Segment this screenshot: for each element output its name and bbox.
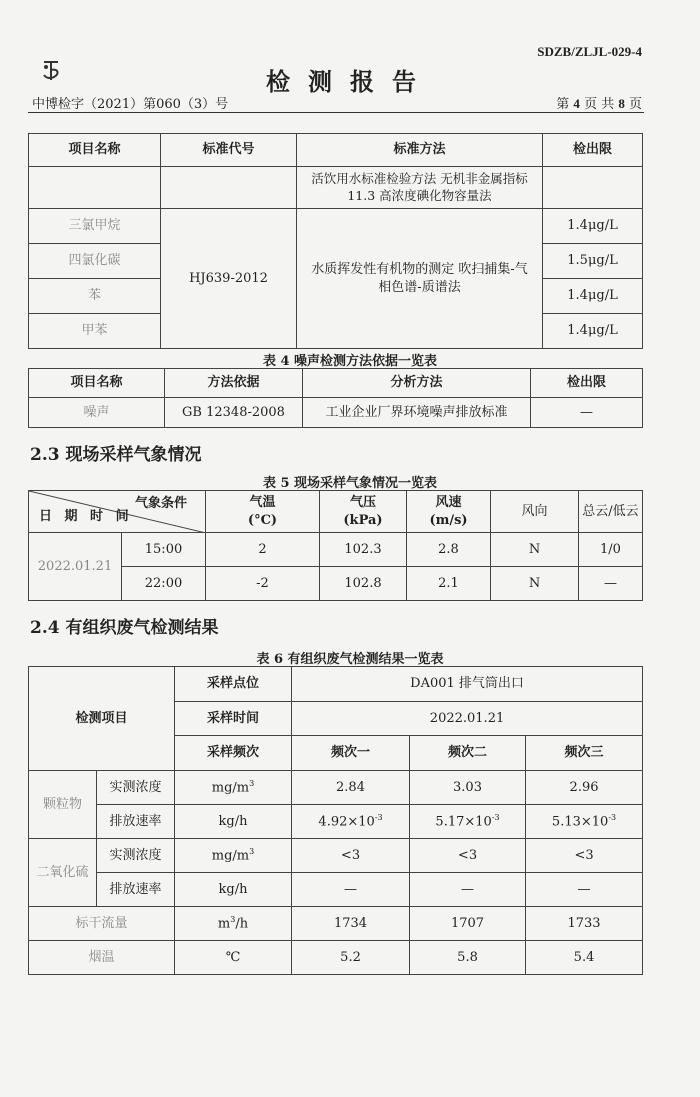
table-methods xyxy=(28,133,643,349)
t6-site-value: DA001 排气筒出口 xyxy=(292,667,643,702)
t5-time-1: 22:00 xyxy=(122,567,206,601)
t6-freq-1: 频次一 xyxy=(292,736,410,771)
voc-standard: HJ639-2012 xyxy=(161,209,297,349)
t6-so2-name: 二氧化硫 xyxy=(29,839,97,907)
section-heading-weather: 2.3 现场采样气象情况 xyxy=(30,445,202,465)
voc-name-ccl4: 四氯化碳 xyxy=(29,244,161,279)
page-prefix: 第 xyxy=(556,97,570,112)
t6-temp-unit: ℃ xyxy=(175,941,292,975)
t6-freq-label: 采样频次 xyxy=(175,736,292,771)
t6-flow-3: 1733 xyxy=(526,907,643,941)
t6-temp-3: 5.4 xyxy=(526,941,643,975)
t6-temp-2: 5.8 xyxy=(410,941,526,975)
t6-so2-rate-2: — xyxy=(410,873,526,907)
t6-site-label: 采样点位 xyxy=(175,667,292,702)
header-rule xyxy=(28,112,644,113)
t5-time-0: 15:00 xyxy=(122,533,206,567)
t6-pm-name: 颗粒物 xyxy=(29,771,97,839)
t4-basis: GB 12348-2008 xyxy=(165,398,303,428)
page-indicator xyxy=(556,93,642,112)
t6-so2-rate-unit: kg/h xyxy=(175,873,292,907)
t6-so2-rate-3: — xyxy=(526,873,643,907)
t6-freq-2: 频次二 xyxy=(410,736,526,771)
t6-pm-conc-3: 2.96 xyxy=(526,771,643,805)
table-row-iodide-method: 活饮用水标准检验方法 无机非金属指标11.3 高浓度碘化物容量法 xyxy=(297,167,543,209)
t5-cloud-1: — xyxy=(579,567,643,601)
t5-header-cloud: 总云/低云 xyxy=(579,491,643,533)
t6-so2-conc-1: <3 xyxy=(292,839,410,873)
table4-caption: 表 4 噪声检测方法依据一览表 xyxy=(262,354,438,369)
t6-item-label: 检测项目 xyxy=(29,667,175,771)
t4-method: 工业企业厂界环境噪声排放标准 xyxy=(303,398,531,428)
voc-limit-benzene: 1.4μg/L xyxy=(543,279,643,314)
t5-header-wind: 风速 (m/s) xyxy=(407,491,491,533)
t6-so2-rate-label: 排放速率 xyxy=(97,873,175,907)
t6-so2-conc-3: <3 xyxy=(526,839,643,873)
t6-pm-rate-unit: kg/h xyxy=(175,805,292,839)
t6-so2-rate-1: — xyxy=(292,873,410,907)
t6-flow-unit: $m^3/h$ xyxy=(175,907,292,941)
page-suffix: 页 xyxy=(628,97,642,112)
t5-date: 2022.01.21 xyxy=(29,533,122,601)
t6-so2-conc-label: 实测浓度 xyxy=(97,839,175,873)
t4-header-basis: 方法依据 xyxy=(165,369,303,398)
t4-header-item: 项目名称 xyxy=(29,369,165,398)
t6-pm-conc-2: 3.03 xyxy=(410,771,526,805)
t6-pm-rate-2: $5.17\times 10^{-3}$ xyxy=(410,805,526,839)
t6-pm-rate-label: 排放速率 xyxy=(97,805,175,839)
t5-temp-0: 2 xyxy=(206,533,320,567)
table-weather xyxy=(28,490,643,601)
voc-limit-chloroform: 1.4μg/L xyxy=(543,209,643,244)
t4-header-limit: 检出限 xyxy=(531,369,643,398)
t4-name: 噪声 xyxy=(29,398,165,428)
t5-pressure-1: 102.8 xyxy=(320,567,407,601)
table5-caption: 表 5 现场采样气象情况一览表 xyxy=(262,476,438,491)
col-header-limit: 检出限 xyxy=(543,134,643,167)
voc-name-toluene: 甲苯 xyxy=(29,314,161,349)
t6-pm-conc-1: 2.84 xyxy=(292,771,410,805)
corner-weather-label: 气象条件 xyxy=(134,496,187,511)
col-header-item: 项目名称 xyxy=(29,134,161,167)
table-row-iodide-standard xyxy=(161,167,297,209)
t5-temp-1: -2 xyxy=(206,567,320,601)
weather-corner-cell xyxy=(29,491,206,533)
t6-pm-rate-1: $4.92\times 10^{-3}$ xyxy=(292,805,410,839)
t5-dir-0: N xyxy=(491,533,579,567)
t6-so2-conc-2: <3 xyxy=(410,839,526,873)
col-header-standard: 标准代号 xyxy=(161,134,297,167)
t6-time-value: 2022.01.21 xyxy=(292,702,643,736)
t6-flow-2: 1707 xyxy=(410,907,526,941)
page-total: 8 xyxy=(618,96,625,111)
document-code: SDZB/ZLJL-029-4 xyxy=(537,44,642,59)
t6-pm-rate-3: $5.13\times 10^{-3}$ xyxy=(526,805,643,839)
t5-wind-1: 2.1 xyxy=(407,567,491,601)
t6-pm-conc-unit: $mg/m^3$ xyxy=(175,771,292,805)
table6-caption: 表 6 有组织废气检测结果一览表 xyxy=(256,652,444,667)
voc-limit-toluene: 1.4μg/L xyxy=(543,314,643,349)
t5-pressure-0: 102.3 xyxy=(320,533,407,567)
t6-so2-conc-unit: $mg/m^3$ xyxy=(175,839,292,873)
table-noise-methods xyxy=(28,368,643,428)
voc-method: 水质挥发性有机物的测定 吹扫捕集-气相色谱-质谱法 xyxy=(297,209,543,349)
t4-header-method: 分析方法 xyxy=(303,369,531,398)
t6-flow-label: 标干流量 xyxy=(29,907,175,941)
t6-time-label: 采样时间 xyxy=(175,702,292,736)
voc-name-chloroform: 三氯甲烷 xyxy=(29,209,161,244)
t5-cloud-0: 1/0 xyxy=(579,533,643,567)
t5-header-pressure: 气压 (kPa) xyxy=(320,491,407,533)
section-heading-emissions: 2.4 有组织废气检测结果 xyxy=(30,618,219,638)
table-emissions xyxy=(28,666,643,975)
t6-temp-label: 烟温 xyxy=(29,941,175,975)
t6-flow-1: 1734 xyxy=(292,907,410,941)
page-current: 4 xyxy=(573,96,580,111)
t5-wind-0: 2.8 xyxy=(407,533,491,567)
t5-header-dir: 风向 xyxy=(491,491,579,533)
corner-date-label: 日 期 时 间 xyxy=(39,509,133,525)
t5-header-temp: 气温 (°C) xyxy=(206,491,320,533)
col-header-method: 标准方法 xyxy=(297,134,543,167)
t4-limit: — xyxy=(531,398,643,428)
table-row-iodide-limit xyxy=(543,167,643,209)
t6-temp-1: 5.2 xyxy=(292,941,410,975)
voc-name-benzene: 苯 xyxy=(29,279,161,314)
voc-limit-ccl4: 1.5μg/L xyxy=(543,244,643,279)
report-number: 中博检字（2021）第060（3）号 xyxy=(32,97,229,112)
table-row-iodide-name xyxy=(29,167,161,209)
page-title: 检测报告 xyxy=(266,67,434,96)
t6-freq-3: 频次三 xyxy=(526,736,643,771)
page-mid: 页 共 xyxy=(584,97,615,112)
t6-pm-conc-label: 实测浓度 xyxy=(97,771,175,805)
t5-dir-1: N xyxy=(491,567,579,601)
